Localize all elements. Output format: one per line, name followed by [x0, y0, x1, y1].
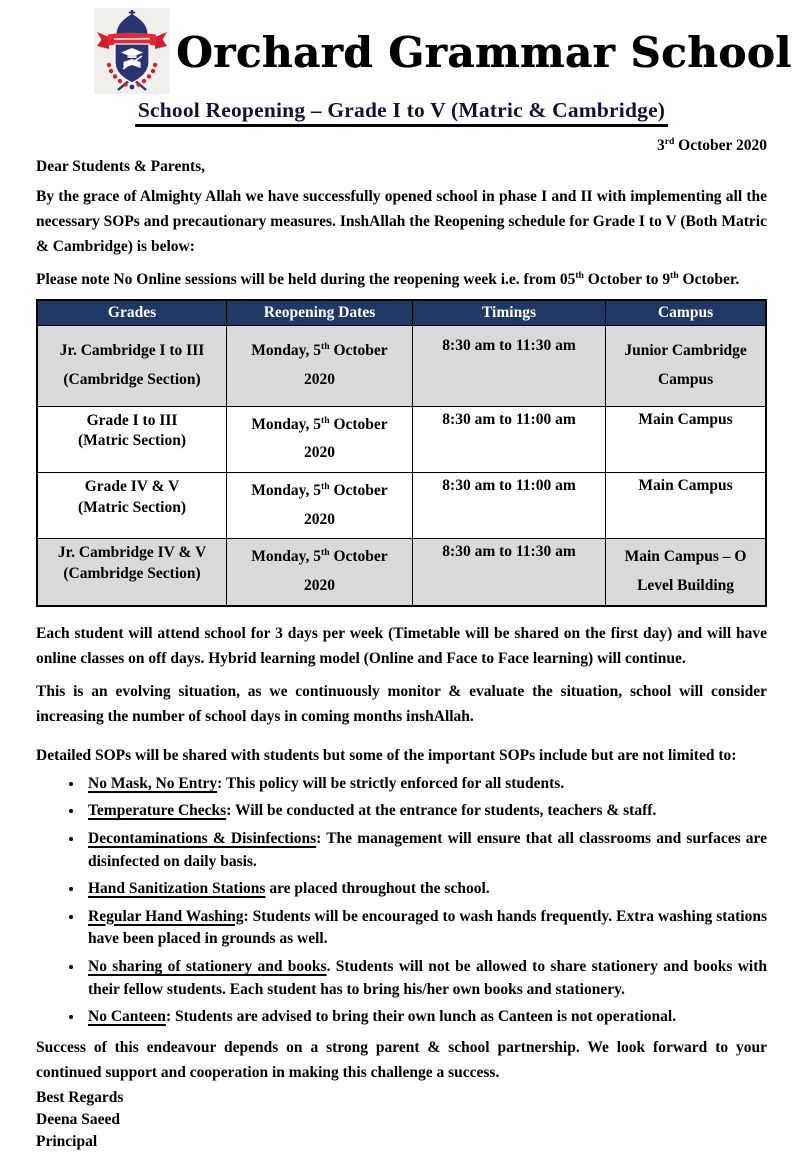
date-ordinal: rd: [664, 135, 675, 147]
grade-cell: [37, 473, 227, 539]
column-header-grades: Grades: [37, 300, 227, 326]
date-cell: [227, 406, 413, 472]
grade-line1: Jr. Cambridge IV & V: [57, 544, 207, 562]
date-line1: Monday, 5th October: [251, 414, 388, 433]
campus-cell: [606, 473, 766, 539]
signoff-regards: Best Regards: [36, 1089, 124, 1107]
closing-paragraph: Success of this endeavour depends on a strong parent & school partnership. We look forward to your continued support and cooperation in making this challenge a success.: [36, 1039, 767, 1082]
column-header-reopening-dates: Reopening Dates: [227, 300, 413, 326]
note-ordinal-1: th: [575, 270, 584, 282]
campus-cell: [606, 326, 766, 406]
date-day: 3: [656, 137, 665, 154]
sop-item: [84, 878, 767, 901]
grade-line1: Grade I to III: [86, 411, 178, 429]
sop-text: are placed throughout the school.: [269, 880, 490, 898]
attendance-paragraph: Each student will attend school for 3 days per week (Timetable will be shared on the first day) and will have online classes on off days. Hybrid learning model (Online and Face to Face learning) will continue.: [36, 624, 767, 667]
notice-subtitle: School Reopening – Grade I to V (Matric & Cambridge): [135, 98, 668, 127]
document-header: [36, 6, 792, 98]
sop-separator: :: [217, 774, 226, 792]
grade-line1: Grade IV & V: [84, 478, 180, 496]
salutation: Dear Students & Parents,: [36, 158, 206, 175]
school-logo: [94, 8, 170, 94]
date-line2: 2020: [303, 371, 335, 389]
note-mid: October to 9: [583, 271, 671, 289]
sop-item: [84, 956, 767, 1002]
intro-paragraph: By the grace of Almighty Allah we have successfully opened school in phase I and II with implementing all the necessary SOPs and precautionary measures. InshAllah the Reopening schedule for Grade I to V (Both Matric & Cambridge) is below:: [36, 188, 767, 256]
campus-line1: Junior Cambridge: [624, 342, 747, 360]
sop-item: [84, 800, 767, 823]
grade-line2: (Cambridge Section): [63, 371, 201, 389]
date-cell: [227, 326, 413, 406]
campus-cell: [606, 539, 766, 606]
sop-lead: No Canteen: [88, 1008, 166, 1026]
sop-item: [84, 828, 767, 874]
grade-line2: (Cambridge Section): [63, 564, 201, 582]
date-line2: 2020: [303, 510, 335, 528]
school-crest-icon: [94, 8, 170, 94]
grade-line2: (Matric Section): [78, 432, 187, 450]
sop-text: Students are advised to bring their own lunch as Canteen is not operational.: [174, 1008, 677, 1026]
sop-separator: :: [316, 829, 327, 847]
campus-line2: Campus: [657, 371, 714, 389]
table-row: [37, 326, 766, 406]
sop-lead: No sharing of stationery and books: [88, 957, 327, 975]
schedule-table: [36, 299, 767, 606]
timing-cell: 8:30 am to 11:00 am: [412, 473, 605, 539]
grade-cell: [37, 406, 227, 472]
sop-separator: :: [165, 1008, 175, 1026]
campus-line1: Main Campus – O: [624, 548, 747, 566]
date-cell: [227, 473, 413, 539]
note-ordinal-2: th: [670, 270, 679, 282]
campus-line2: Level Building: [637, 577, 734, 595]
campus-cell: [606, 406, 766, 472]
signoff-title: Principal: [36, 1133, 98, 1151]
sop-lead: Hand Sanitization Stations: [88, 880, 266, 898]
table-row: [37, 473, 766, 539]
date-line1: Monday, 5th October: [251, 547, 388, 566]
grade-cell: [37, 539, 227, 606]
sop-lead: Regular Hand Washing: [88, 907, 244, 925]
sop-separator: :: [243, 907, 253, 925]
note-pre: Please note No Online sessions will be held during the reopening week i.e. from 05: [36, 271, 576, 289]
table-row: [37, 539, 766, 606]
signoff-name: Deena Saeed: [36, 1111, 120, 1129]
table-row: [37, 406, 766, 472]
timing-cell: 8:30 am to 11:00 am: [412, 406, 605, 472]
date-cell: [227, 539, 413, 606]
evolving-situation-paragraph: This is an evolving situation, as we continuously monitor & evaluate the situation, school will consider increasing the number of school days in coming months inshAllah.: [36, 683, 767, 726]
note-line: [36, 267, 767, 292]
date-rest: October 2020: [674, 137, 767, 154]
grade-line1: Jr. Cambridge I to III: [59, 342, 205, 360]
timing-cell: 8:30 am to 11:30 am: [412, 326, 605, 406]
note-post: October.: [678, 271, 740, 289]
date-line1: Monday, 5th October: [251, 480, 388, 500]
sop-text: Students will not be allowed to share stationery and books with their fellow students. Each student has to bring his/her own books and stationery.: [88, 957, 767, 998]
date-line2: 2020: [303, 577, 335, 595]
table-header-row: [37, 300, 766, 326]
column-header-campus: Campus: [606, 300, 766, 326]
sop-item: [84, 1006, 767, 1029]
sop-list: [68, 773, 767, 1029]
sop-item: [84, 773, 767, 796]
timing-cell: 8:30 am to 11:30 am: [412, 539, 605, 606]
grade-line2: (Matric Section): [78, 498, 187, 516]
sop-separator: :: [226, 802, 235, 820]
sop-item: [84, 906, 767, 952]
campus-line1: Main Campus: [638, 410, 733, 428]
sop-lead: Decontaminations & Disinfections: [88, 829, 317, 847]
signoff-block: [36, 1087, 767, 1153]
sop-text: The management will ensure that all classrooms and surfaces are disinfected on daily basis.: [88, 829, 767, 870]
sop-separator: .: [326, 957, 336, 975]
notice-subtitle-row: [36, 98, 767, 127]
campus-line1: Main Campus: [638, 477, 733, 495]
date-line1: Monday, 5th October: [251, 341, 388, 360]
date-line2: 2020: [303, 444, 335, 462]
sop-text: This policy will be strictly enforced for all students.: [225, 774, 565, 792]
date-line: [36, 137, 767, 155]
sop-text: Students will be encouraged to wash hands frequently. Extra washing stations have been placed in grounds as well.: [88, 907, 768, 948]
sop-lead: Temperature Checks: [88, 802, 227, 820]
sop-text: Will be conducted at the entrance for students, teachers & staff.: [234, 802, 657, 820]
column-header-timings: Timings: [412, 300, 605, 326]
sop-intro: Detailed SOPs will be shared with students but some of the important SOPs include but are not limited to:: [36, 747, 737, 765]
school-name-title: Orchard Grammar School: [176, 28, 792, 77]
sop-lead: No Mask, No Entry: [88, 774, 218, 792]
grade-cell: [37, 326, 227, 406]
